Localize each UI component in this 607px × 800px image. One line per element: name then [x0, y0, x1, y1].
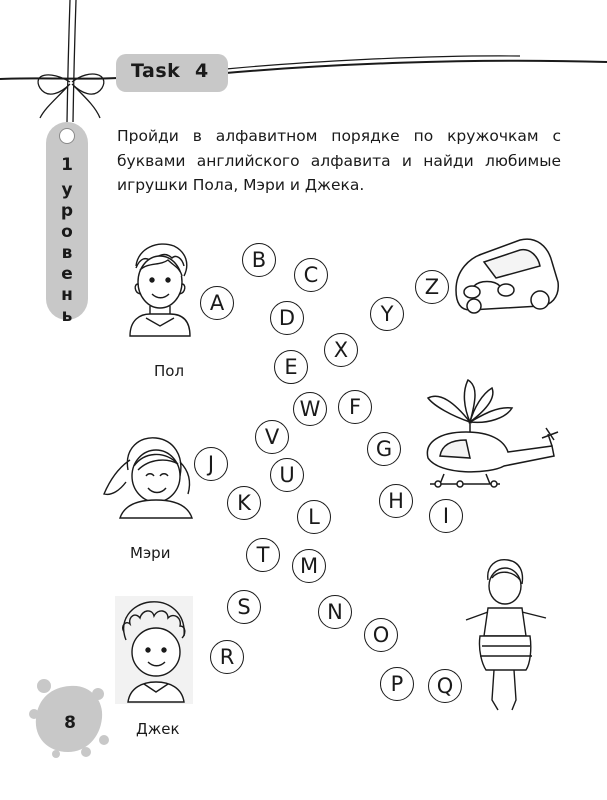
- letter-circle-a[interactable]: A: [200, 286, 234, 320]
- letter-circle-j[interactable]: J: [194, 447, 228, 481]
- level-label: [46, 155, 88, 327]
- letter-circle-b[interactable]: B: [242, 243, 276, 277]
- letter-circle-d[interactable]: D: [270, 301, 304, 335]
- level-letter: е: [61, 264, 73, 284]
- level-letter: у: [61, 180, 73, 200]
- letter-circle-i[interactable]: I: [429, 499, 463, 533]
- letter-circle-n[interactable]: N: [318, 595, 352, 629]
- level-tag-hole: [59, 128, 75, 144]
- child-name-jack: Джек: [136, 720, 180, 738]
- level-letter: р: [60, 201, 74, 221]
- letter-circle-e[interactable]: E: [274, 350, 308, 384]
- letter-circle-l[interactable]: L: [297, 500, 331, 534]
- letter-circle-t[interactable]: T: [246, 538, 280, 572]
- letter-circle-f[interactable]: F: [338, 390, 372, 424]
- child-name-mary: Мэри: [130, 544, 171, 562]
- level-letter: в: [61, 243, 73, 263]
- letter-circle-k[interactable]: K: [227, 486, 261, 520]
- car-icon: [456, 239, 558, 313]
- page-number: 8: [64, 713, 76, 733]
- letter-circle-h[interactable]: H: [379, 484, 413, 518]
- letter-circle-u[interactable]: U: [270, 458, 304, 492]
- task-label: Task: [131, 60, 181, 82]
- letter-circle-q[interactable]: Q: [428, 669, 462, 703]
- letter-circle-m[interactable]: M: [292, 549, 326, 583]
- level-letter: ь: [61, 306, 73, 326]
- level-letter: н: [61, 285, 73, 305]
- level-letter: о: [61, 222, 73, 242]
- child-name-pol: Пол: [154, 362, 185, 380]
- letter-circle-r[interactable]: R: [210, 640, 244, 674]
- instruction-text: Пройди в алфавитном порядке по кружочкам с буквами английского алфавита и найди любимые игрушки Пола, Мэри и Джека.: [117, 127, 561, 194]
- letter-circle-s[interactable]: S: [227, 590, 261, 624]
- letter-circle-g[interactable]: G: [367, 432, 401, 466]
- boy-jack-icon: [115, 596, 193, 704]
- letter-circle-w[interactable]: W: [293, 392, 327, 426]
- letter-circle-x[interactable]: X: [324, 333, 358, 367]
- doll-icon: [466, 560, 546, 710]
- letter-circle-y[interactable]: Y: [370, 297, 404, 331]
- level-number: 1: [61, 155, 73, 175]
- helicopter-icon: [427, 380, 558, 487]
- letter-circle-o[interactable]: O: [364, 618, 398, 652]
- task-number: 4: [195, 60, 209, 82]
- boy-pol-icon: [130, 244, 190, 336]
- letter-circle-v[interactable]: V: [255, 420, 289, 454]
- letter-circle-z[interactable]: Z: [415, 270, 449, 304]
- letter-circle-p[interactable]: P: [380, 667, 414, 701]
- girl-mary-icon: [104, 438, 192, 518]
- letter-circle-c[interactable]: C: [294, 258, 328, 292]
- ribbon-bow-icon: [38, 0, 104, 122]
